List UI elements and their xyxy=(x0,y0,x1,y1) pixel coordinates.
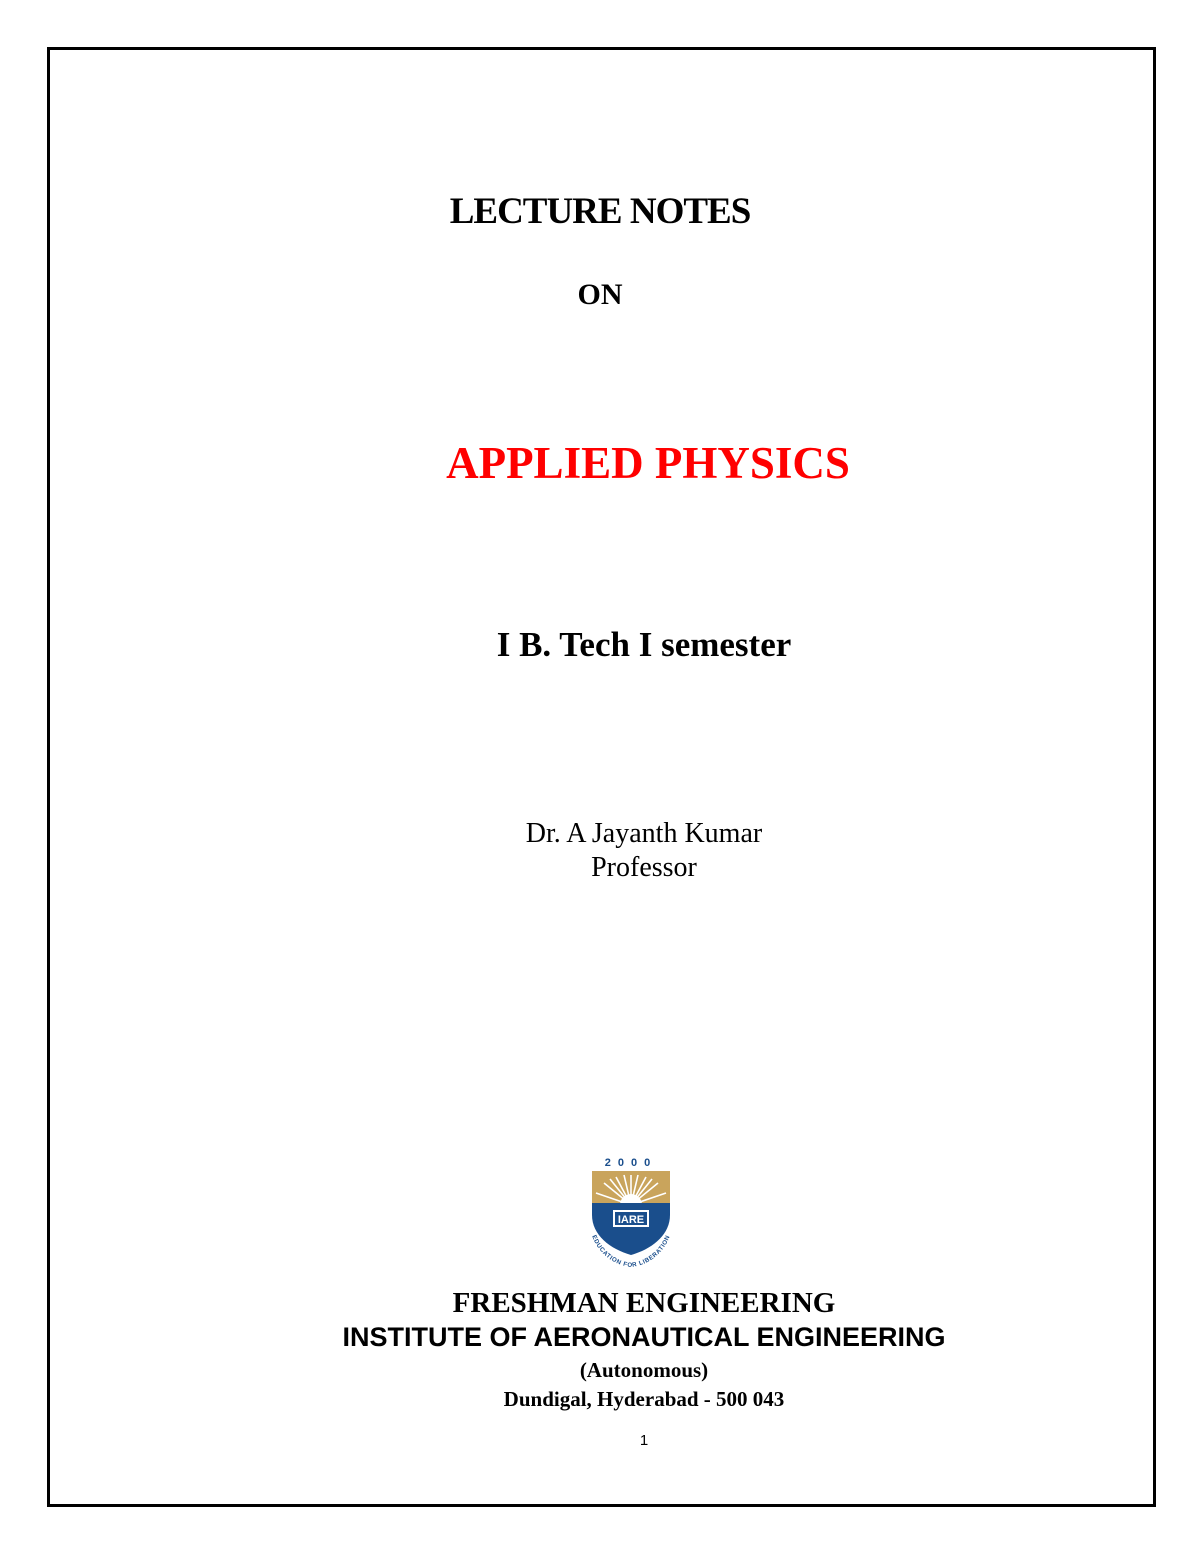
logo-year: 2000 xyxy=(604,1157,658,1169)
subject-title: APPLIED PHYSICS xyxy=(446,438,850,488)
author-designation: Professor xyxy=(591,852,697,883)
department-name: FRESHMAN ENGINEERING xyxy=(452,1287,836,1319)
logo-acronym: IARE xyxy=(617,1214,645,1226)
cover-connector: ON xyxy=(577,278,623,311)
logo-motto-text: EDUCATION FOR LIBERATION xyxy=(590,1234,672,1270)
institute-name: INSTITUTE OF AERONAUTICAL ENGINEERING xyxy=(342,1322,946,1352)
institute-address: Dundigal, Hyderabad - 500 043 xyxy=(503,1387,785,1411)
institute-status: (Autonomous) xyxy=(579,1358,709,1382)
iare-logo xyxy=(586,1155,676,1270)
semester-label: I B. Tech I semester xyxy=(496,625,792,664)
author-name: Dr. A Jayanth Kumar xyxy=(525,818,763,849)
page-number: 1 xyxy=(639,1432,649,1449)
cover-heading: LECTURE NOTES xyxy=(449,191,751,232)
